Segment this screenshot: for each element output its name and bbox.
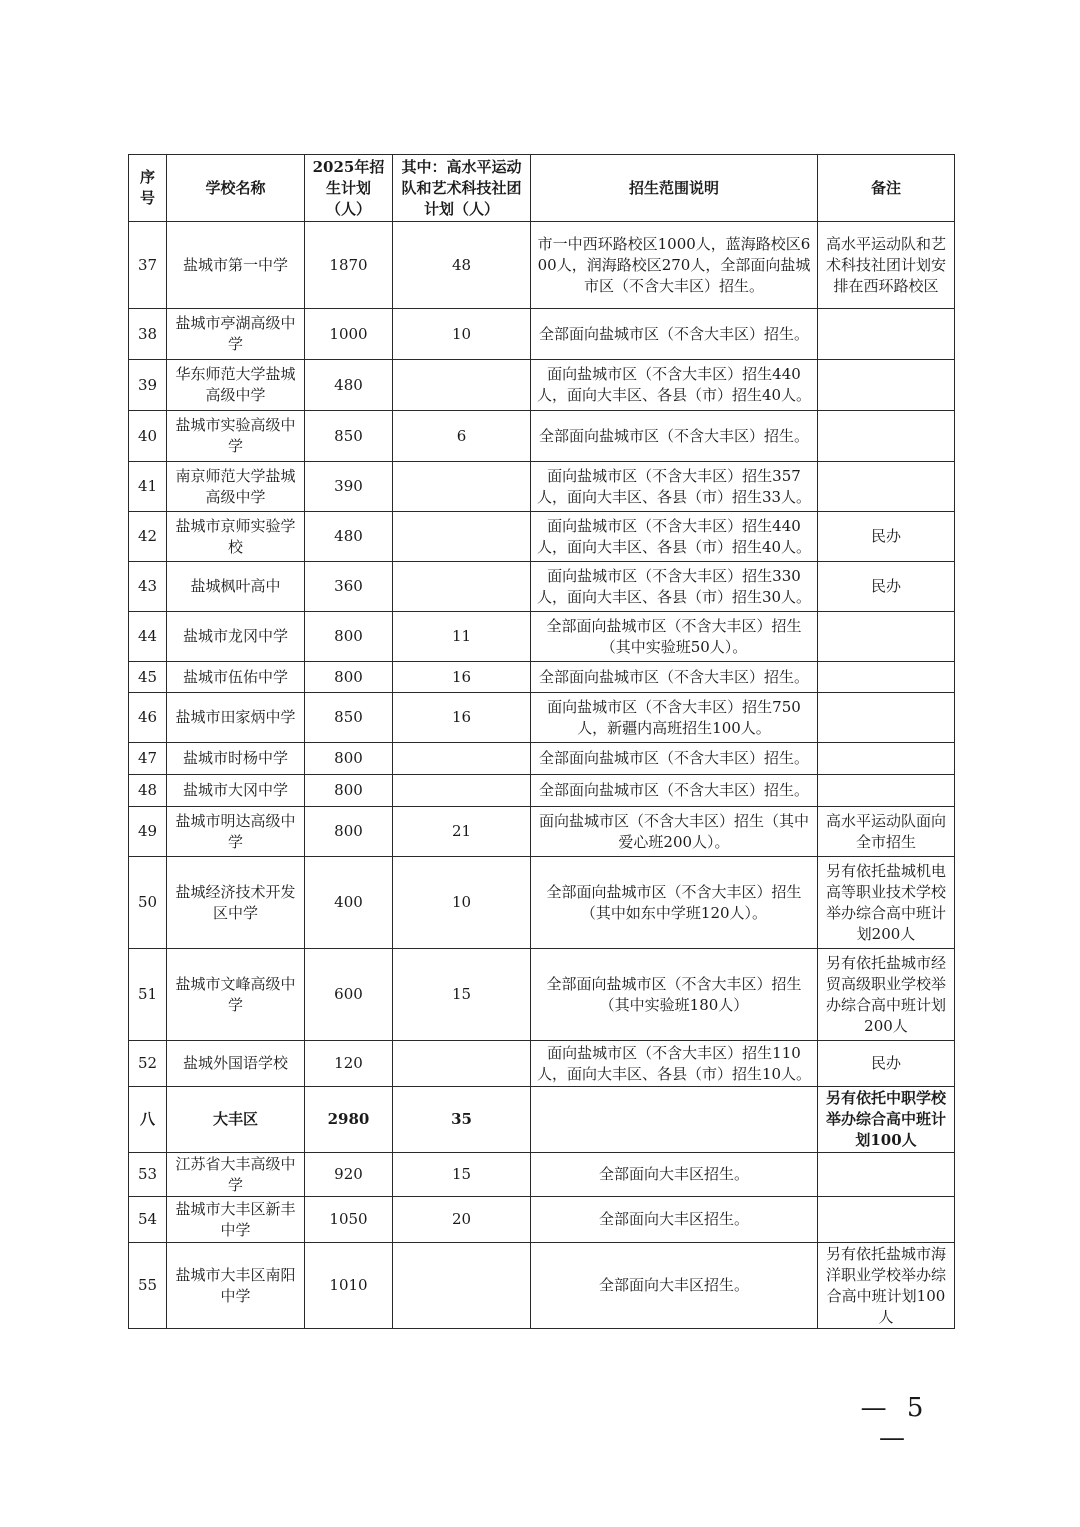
table-row	[129, 1243, 955, 1329]
enrollment-plan-table	[128, 154, 955, 1329]
cell-note: 另有依托盐城机电高等职业技术学校举办综合高中班计划200人	[818, 857, 955, 949]
cell-special: 15	[393, 949, 531, 1041]
table-row	[129, 949, 955, 1041]
cell-scope: 全部面向大丰区招生。	[531, 1197, 818, 1243]
cell-note	[818, 462, 955, 512]
cell-school: 盐城市京师实验学校	[167, 512, 305, 562]
cell-no: 48	[129, 775, 167, 807]
cell-note	[818, 612, 955, 662]
table-row	[129, 743, 955, 775]
cell-special: 6	[393, 411, 531, 462]
cell-scope: 全部面向盐城市区（不含大丰区）招生。	[531, 411, 818, 462]
table-header-row	[129, 155, 955, 222]
cell-special: 10	[393, 309, 531, 360]
table-row	[129, 462, 955, 512]
cell-scope: 面向盐城市区（不含大丰区）招生440人，面向大丰区、各县（市）招生40人。	[531, 512, 818, 562]
cell-scope: 全部面向盐城市区（不含大丰区）招生（其中实验班50人）。	[531, 612, 818, 662]
cell-school: 盐城外国语学校	[167, 1041, 305, 1087]
cell-no: 49	[129, 807, 167, 857]
cell-plan: 850	[305, 693, 393, 743]
cell-school: 盐城市明达高级中学	[167, 807, 305, 857]
cell-special	[393, 1243, 531, 1329]
cell-no: 40	[129, 411, 167, 462]
cell-note: 民办	[818, 1041, 955, 1087]
table-row	[129, 807, 955, 857]
cell-note	[818, 775, 955, 807]
cell-no: 52	[129, 1041, 167, 1087]
cell-special	[393, 775, 531, 807]
cell-plan: 1050	[305, 1197, 393, 1243]
cell-note	[818, 743, 955, 775]
table-row	[129, 612, 955, 662]
cell-special	[393, 512, 531, 562]
cell-plan: 800	[305, 743, 393, 775]
cell-scope: 面向盐城市区（不含大丰区）招生357人，面向大丰区、各县（市）招生33人。	[531, 462, 818, 512]
cell-note	[818, 1197, 955, 1243]
cell-scope: 全部面向盐城市区（不含大丰区）招生。	[531, 743, 818, 775]
cell-plan: 1010	[305, 1243, 393, 1329]
cell-school: 盐城市龙冈中学	[167, 612, 305, 662]
cell-scope: 面向盐城市区（不含大丰区）招生110人，面向大丰区、各县（市）招生10人。	[531, 1041, 818, 1087]
cell-plan: 480	[305, 360, 393, 411]
cell-special	[393, 462, 531, 512]
cell-school: 盐城经济技术开发区中学	[167, 857, 305, 949]
cell-no: 55	[129, 1243, 167, 1329]
cell-no: 50	[129, 857, 167, 949]
cell-special: 20	[393, 1197, 531, 1243]
cell-scope	[531, 1087, 818, 1153]
cell-plan: 920	[305, 1153, 393, 1197]
cell-plan: 800	[305, 662, 393, 693]
cell-no: 39	[129, 360, 167, 411]
cell-special	[393, 360, 531, 411]
cell-school: 南京师范大学盐城高级中学	[167, 462, 305, 512]
table-row	[129, 693, 955, 743]
cell-school: 盐城市大丰区新丰中学	[167, 1197, 305, 1243]
cell-no: 41	[129, 462, 167, 512]
cell-special: 16	[393, 662, 531, 693]
cell-plan: 360	[305, 562, 393, 612]
cell-special	[393, 562, 531, 612]
header-scope: 招生范围说明	[531, 155, 818, 222]
cell-no: 42	[129, 512, 167, 562]
cell-note	[818, 693, 955, 743]
cell-special: 48	[393, 222, 531, 309]
cell-note: 另有依托盐城市经贸高级职业学校举办综合高中班计划200人	[818, 949, 955, 1041]
cell-no: 46	[129, 693, 167, 743]
cell-scope: 全部面向大丰区招生。	[531, 1153, 818, 1197]
cell-scope: 全部面向盐城市区（不含大丰区）招生（其中如东中学班120人）。	[531, 857, 818, 949]
cell-note: 民办	[818, 512, 955, 562]
header-note: 备注	[818, 155, 955, 222]
cell-no: 37	[129, 222, 167, 309]
cell-scope: 市一中西环路校区1000人，蓝海路校区600人，润海路校区270人，全部面向盐城市区（不含大丰区）招生。	[531, 222, 818, 309]
cell-school: 大丰区	[167, 1087, 305, 1153]
cell-plan: 390	[305, 462, 393, 512]
cell-scope: 面向盐城市区（不含大丰区）招生750人，新疆内高班招生100人。	[531, 693, 818, 743]
cell-school: 盐城市伍佑中学	[167, 662, 305, 693]
table-row	[129, 857, 955, 949]
cell-note	[818, 309, 955, 360]
table-row	[129, 411, 955, 462]
cell-no: 43	[129, 562, 167, 612]
cell-scope: 面向盐城市区（不含大丰区）招生440人，面向大丰区、各县（市）招生40人。	[531, 360, 818, 411]
table-row	[129, 1041, 955, 1087]
cell-note	[818, 1153, 955, 1197]
cell-scope: 全部面向盐城市区（不含大丰区）招生。	[531, 775, 818, 807]
cell-special: 15	[393, 1153, 531, 1197]
cell-scope: 面向盐城市区（不含大丰区）招生（其中爱心班200人）。	[531, 807, 818, 857]
cell-note	[818, 360, 955, 411]
cell-no: 45	[129, 662, 167, 693]
cell-no: 47	[129, 743, 167, 775]
cell-note: 高水平运动队和艺术科技社团计划安排在西环路校区	[818, 222, 955, 309]
table-row	[129, 1197, 955, 1243]
cell-no: 51	[129, 949, 167, 1041]
cell-no: 54	[129, 1197, 167, 1243]
cell-plan: 800	[305, 807, 393, 857]
cell-special: 16	[393, 693, 531, 743]
cell-school: 盐城市文峰高级中学	[167, 949, 305, 1041]
cell-school: 盐城市大丰区南阳中学	[167, 1243, 305, 1329]
cell-plan: 400	[305, 857, 393, 949]
cell-special: 21	[393, 807, 531, 857]
cell-plan: 800	[305, 612, 393, 662]
header-plan: 2025年招生计划（人）	[305, 155, 393, 222]
cell-plan: 120	[305, 1041, 393, 1087]
header-special: 其中：高水平运动队和艺术科技社团计划（人）	[393, 155, 531, 222]
cell-school: 盐城市大冈中学	[167, 775, 305, 807]
cell-scope: 全部面向盐城市区（不含大丰区）招生（其中实验班180人）	[531, 949, 818, 1041]
cell-special	[393, 743, 531, 775]
cell-special: 10	[393, 857, 531, 949]
header-school: 学校名称	[167, 155, 305, 222]
cell-note: 高水平运动队面向全市招生	[818, 807, 955, 857]
cell-special: 35	[393, 1087, 531, 1153]
cell-special	[393, 1041, 531, 1087]
cell-plan: 850	[305, 411, 393, 462]
cell-note: 民办	[818, 562, 955, 612]
cell-scope: 全部面向盐城市区（不含大丰区）招生。	[531, 662, 818, 693]
cell-note: 另有依托盐城市海洋职业学校举办综合高中班计划100人	[818, 1243, 955, 1329]
cell-school: 盐城市时杨中学	[167, 743, 305, 775]
table-row	[129, 309, 955, 360]
cell-no: 44	[129, 612, 167, 662]
table-row	[129, 775, 955, 807]
cell-school: 江苏省大丰高级中学	[167, 1153, 305, 1197]
table-row	[129, 360, 955, 411]
cell-plan: 800	[305, 775, 393, 807]
table-row	[129, 222, 955, 309]
cell-plan: 1000	[305, 309, 393, 360]
cell-special: 11	[393, 612, 531, 662]
cell-note	[818, 411, 955, 462]
cell-no: 38	[129, 309, 167, 360]
cell-plan: 480	[305, 512, 393, 562]
cell-scope: 全部面向大丰区招生。	[531, 1243, 818, 1329]
cell-school: 盐城市第一中学	[167, 222, 305, 309]
table-row	[129, 562, 955, 612]
cell-school: 盐城市实验高级中学	[167, 411, 305, 462]
cell-school: 华东师范大学盐城高级中学	[167, 360, 305, 411]
cell-plan: 600	[305, 949, 393, 1041]
cell-school: 盐城市田家炳中学	[167, 693, 305, 743]
page-number: — 5 —	[860, 1393, 930, 1453]
cell-note: 另有依托中职学校举办综合高中班计划100人	[818, 1087, 955, 1153]
cell-note	[818, 662, 955, 693]
cell-no: 53	[129, 1153, 167, 1197]
cell-plan: 2980	[305, 1087, 393, 1153]
cell-school: 盐城市亭湖高级中学	[167, 309, 305, 360]
header-no: 序号	[129, 155, 167, 222]
cell-school: 盐城枫叶高中	[167, 562, 305, 612]
table-row	[129, 662, 955, 693]
cell-plan: 1870	[305, 222, 393, 309]
cell-scope: 全部面向盐城市区（不含大丰区）招生。	[531, 309, 818, 360]
table-row	[129, 1153, 955, 1197]
cell-scope: 面向盐城市区（不含大丰区）招生330人，面向大丰区、各县（市）招生30人。	[531, 562, 818, 612]
district-subtotal-row	[129, 1087, 955, 1153]
cell-no: 八	[129, 1087, 167, 1153]
table-row	[129, 512, 955, 562]
